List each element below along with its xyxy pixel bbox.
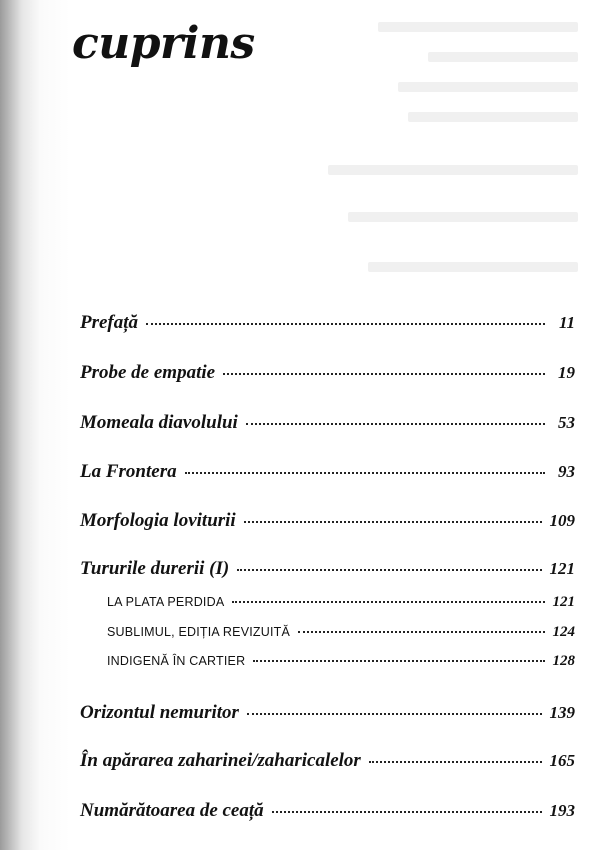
toc-entry-title: La Frontera	[80, 461, 177, 482]
toc-entry	[80, 461, 575, 483]
toc-entry	[80, 362, 575, 384]
toc-entry-page: 93	[558, 462, 575, 481]
dot-leader	[272, 811, 542, 813]
toc-entry-page: 193	[549, 801, 575, 820]
toc-entry-title: Morfologia loviturii	[80, 510, 236, 531]
toc-entry-title: Probe de empatie	[80, 362, 216, 383]
toc-entry	[80, 558, 575, 580]
dot-leader	[185, 472, 545, 474]
toc-subentry	[107, 624, 575, 641]
dot-leader	[244, 521, 542, 523]
dot-leader	[237, 569, 541, 571]
toc-entry	[80, 412, 575, 434]
toc-entry-title: Momeala diavolului	[80, 412, 238, 433]
dot-leader	[298, 631, 544, 633]
toc-subentry	[107, 653, 575, 670]
toc-subentry-title: LA PLATA PERDIDA	[107, 595, 225, 609]
dot-leader	[146, 323, 545, 325]
toc-entry-page: 11	[558, 313, 575, 332]
toc-subentry-page: 128	[552, 653, 575, 669]
dot-leader	[232, 601, 544, 603]
toc-entry-title: Prefață	[80, 312, 139, 333]
toc-subentry-page: 124	[552, 624, 575, 640]
dot-leader	[369, 761, 542, 763]
toc-subentry-title: SUBLIMUL, EDIȚIA REVIZUITĂ	[107, 625, 291, 639]
dot-leader	[253, 660, 544, 662]
toc-entry-title: Tururile durerii (I)	[80, 558, 230, 579]
toc-entry-page: 53	[558, 413, 575, 432]
toc-entry-page: 121	[549, 559, 575, 578]
page-title: cuprins	[72, 18, 255, 69]
toc-entry	[80, 800, 575, 822]
toc-entry-title: În apărarea zaharinei/zaharicalelor	[80, 750, 361, 771]
toc-entry	[80, 750, 575, 772]
toc-entry-page: 109	[549, 511, 575, 530]
dot-leader	[247, 713, 542, 715]
dot-leader	[223, 373, 545, 375]
toc-entry-page: 165	[549, 751, 575, 770]
toc-subentry-page: 121	[552, 594, 575, 610]
toc-entry	[80, 312, 575, 334]
toc-entry-title: Orizontul nemuritor	[80, 702, 239, 723]
toc-entry	[80, 702, 575, 724]
toc-subentry-title: INDIGENĂ ÎN CARTIER	[107, 654, 246, 668]
dot-leader	[246, 423, 545, 425]
toc-entry-page: 19	[558, 363, 575, 382]
toc-entry	[80, 510, 575, 532]
toc-entry-title: Numărătoarea de ceață	[80, 800, 264, 821]
toc-subentry	[107, 594, 575, 611]
toc-entry-page: 139	[549, 703, 575, 722]
